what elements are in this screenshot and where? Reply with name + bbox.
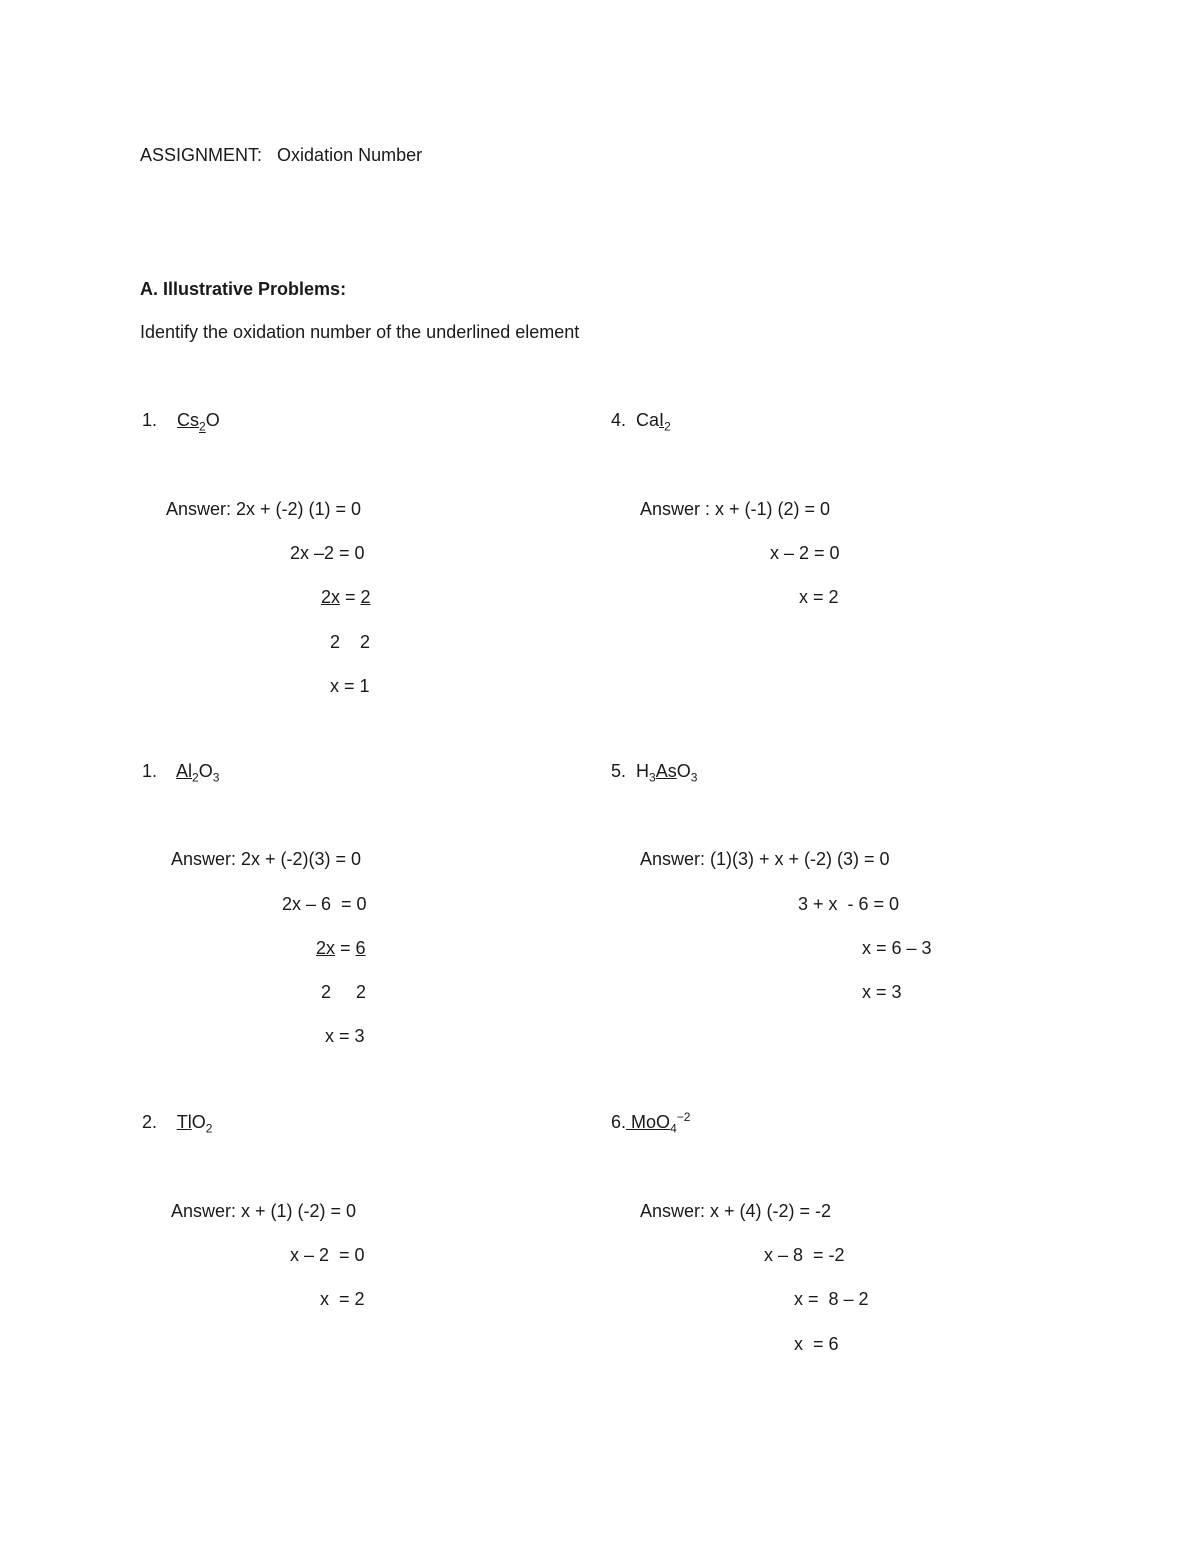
formula-subscript: 2 [199,419,206,434]
formula-underlined-element: Al [176,761,193,781]
formula-subscript: 2 [664,419,671,434]
answer-line: Answer: x + (4) (-2) = -2 [640,1201,832,1221]
formula-part: O [676,761,691,781]
chemical-formula [176,761,220,785]
problem-number: 1. [142,761,158,781]
assignment-header [140,146,422,164]
solution-step: 2x = 6 [316,938,366,958]
assignment-label: ASSIGNMENT: [140,145,263,165]
solution-step: x = 3 [325,1026,365,1046]
problem-number: 4. [611,410,627,430]
section-heading: A. Illustrative Problems: [140,279,347,299]
chemical-formula [636,410,671,434]
solution-step: 2 2 [330,632,371,652]
solution-step: x – 2 = 0 [770,543,840,563]
problem-label [611,1110,691,1136]
problem-number: 2. [142,1112,158,1132]
solution-step: x = 6 – 3 [862,938,932,958]
step-numerator-left: 2x [316,938,336,958]
solution-step: x = 6 [794,1334,839,1354]
formula-underlined-element: As [655,761,677,781]
formula-part: H [636,761,650,781]
solution-step: 3 + x - 6 = 0 [798,894,900,914]
formula-subscript: 2 [192,770,199,785]
solution-step: 2x –2 = 0 [290,543,365,563]
problem-label [611,761,698,785]
formula-charge: −2 [676,1110,691,1124]
solution-step: x = 2 [799,587,839,607]
formula-underlined-element: Tl [176,1112,192,1132]
problem-label [142,1112,213,1136]
formula-subscript: 3 [649,770,656,785]
chemical-formula [177,410,220,434]
formula-part: O [198,761,213,781]
assignment-title: Oxidation Number [277,145,423,165]
formula-underlined-element: Mo [631,1112,657,1132]
step-numerator-right: 2 [360,587,371,607]
formula-subscript: 3 [690,770,698,785]
formula-subscript: 2 [205,1121,213,1136]
solution-step: 2x – 6 = 0 [282,894,367,914]
step-numerator-left: 2x [321,587,341,607]
solution-step: x – 2 = 0 [290,1245,365,1265]
formula-subscript: 3 [212,770,220,785]
answer-line: Answer: 2x + (-2)(3) = 0 [171,849,362,869]
solution-step: 2x = 2 [321,587,371,607]
problem-number: 6. [611,1112,627,1132]
formula-part: O [205,410,220,430]
chemical-formula [176,1112,213,1136]
answer-line: Answer: 2x + (-2) (1) = 0 [166,499,362,519]
formula-part: O [191,1112,206,1132]
chemical-formula [636,761,698,785]
solution-step: x = 3 [862,982,902,1002]
formula-part: Ca [636,410,660,430]
step-numerator-right: 6 [355,938,366,958]
solution-step: x = 2 [320,1289,365,1309]
solution-step: 2 2 [321,982,367,1002]
formula-part: O [656,1112,671,1132]
answer-line: Answer : x + (-1) (2) = 0 [640,499,831,519]
formula-subscript: 4 [670,1121,677,1136]
problem-label [142,761,220,785]
solution-step: x = 1 [330,676,370,696]
solution-step: x – 8 = -2 [764,1245,845,1265]
instruction-text: Identify the oxidation number of the underlined element [140,322,580,342]
problem-number: 5. [611,761,627,781]
formula-underlined-element: Cs [177,410,200,430]
problem-label [611,410,671,434]
solution-step: x = 8 – 2 [794,1289,869,1309]
answer-line: Answer: (1)(3) + x + (-2) (3) = 0 [640,849,890,869]
problem-number: 1. [142,410,158,430]
answer-line: Answer: x + (1) (-2) = 0 [171,1201,357,1221]
formula-underlined-element: I [659,410,665,430]
problem-label [142,410,220,434]
chemical-formula [626,1112,677,1136]
